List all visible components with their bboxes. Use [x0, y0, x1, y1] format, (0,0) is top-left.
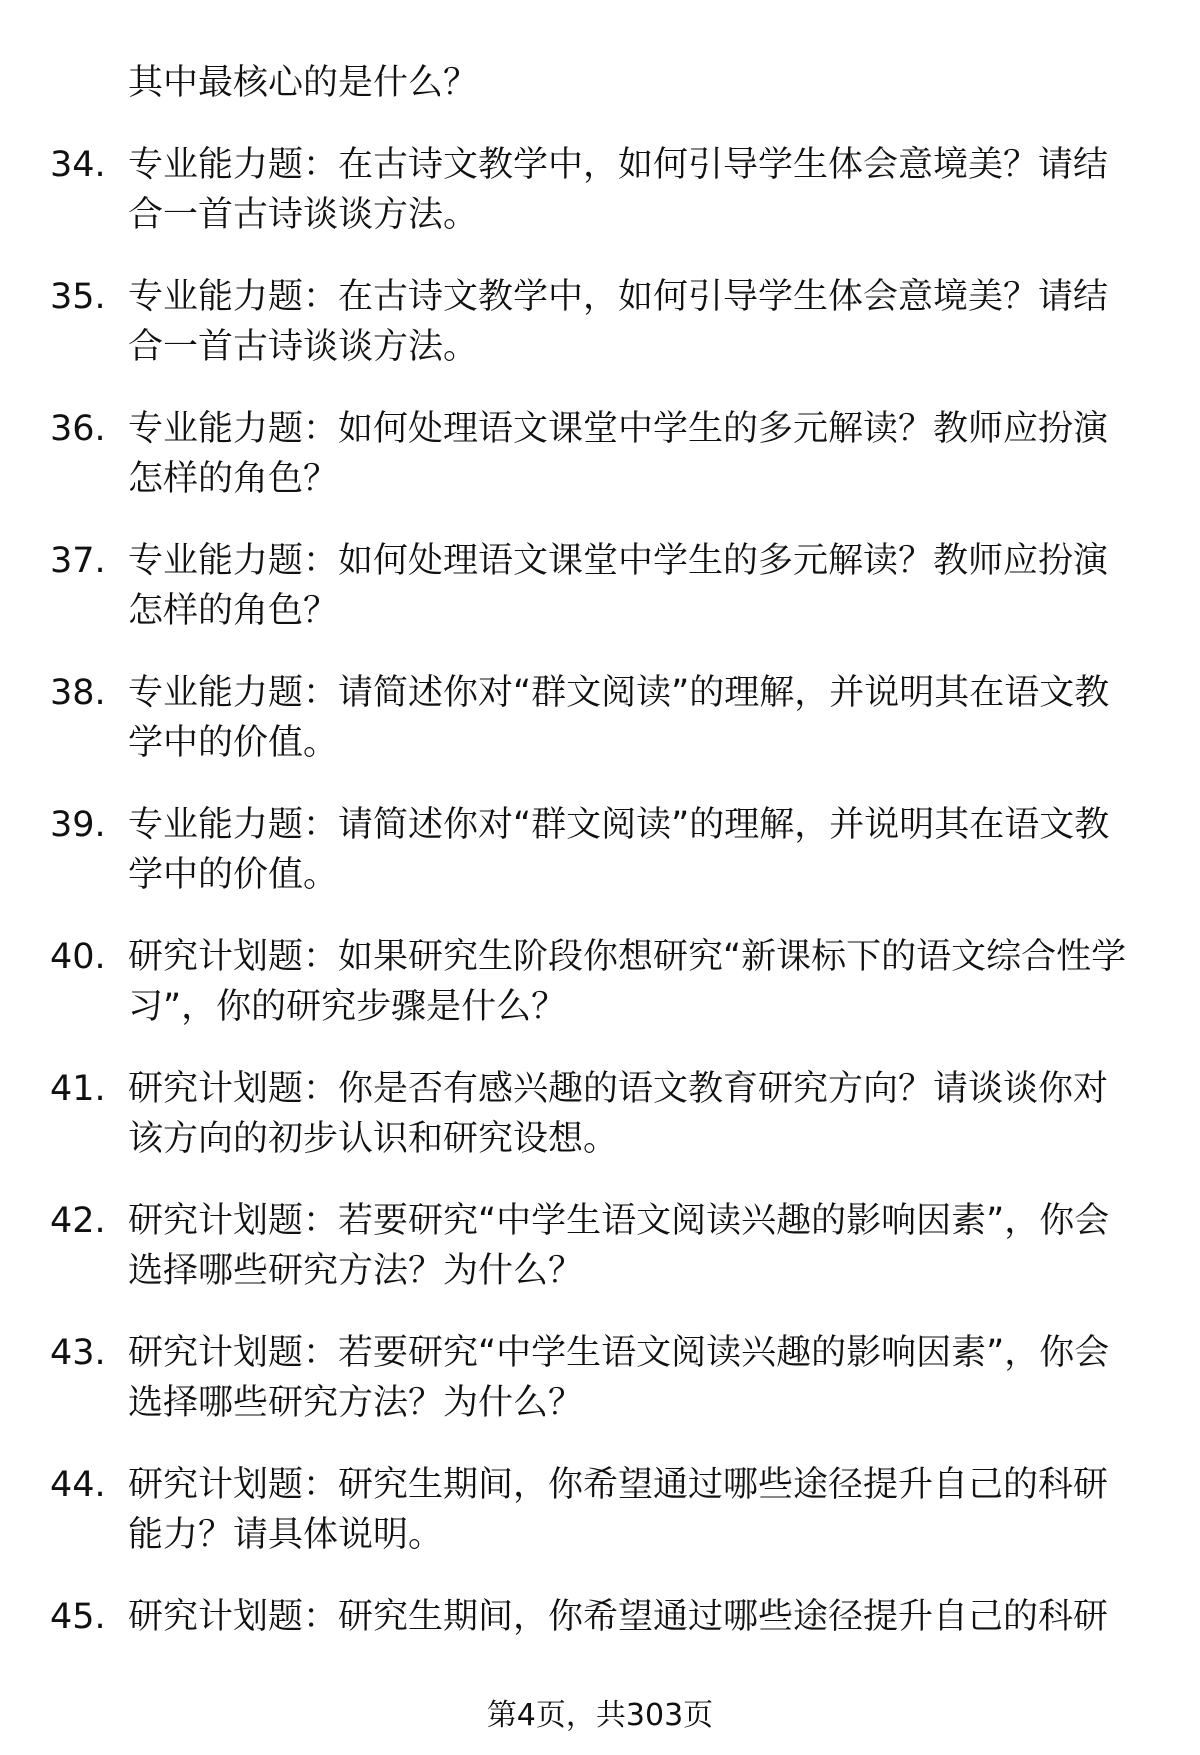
- question-text: 研究计划题：研究生期间，你希望通过哪些途径提升自己的科研能力？请具体说明。: [128, 1465, 1109, 1555]
- list-item: [50, 1460, 1140, 1592]
- question-number: 34.: [50, 145, 106, 185]
- question-text: 专业能力题：如何处理语文课堂中学生的多元解读？教师应扮演怎样的角色？: [128, 409, 1109, 499]
- list-item: [50, 668, 1140, 800]
- list-item: [50, 272, 1140, 404]
- question-number: 44.: [50, 1465, 106, 1505]
- list-item: [50, 1064, 1140, 1196]
- continuation-text: 其中最核心的是什么？: [128, 63, 479, 103]
- page-footer: 第4页，共303页: [486, 1698, 714, 1733]
- question-number: 40.: [50, 937, 106, 977]
- question-number: 43.: [50, 1333, 106, 1373]
- question-text: 研究计划题：你是否有感兴趣的语文教育研究方向？请谈谈你对该方向的初步认识和研究设想。: [128, 1069, 1109, 1159]
- list-item: [50, 404, 1140, 536]
- question-text: 研究计划题：如果研究生阶段你想研究“新课标下的语文综合性学习”，你的研究步骤是什么？: [128, 937, 1127, 1027]
- question-number: 37.: [50, 541, 106, 581]
- question-number: 38.: [50, 673, 106, 713]
- question-text: 专业能力题：在古诗文教学中，如何引导学生体会意境美？请结合一首古诗谈谈方法。: [128, 145, 1109, 235]
- question-text: 专业能力题：在古诗文教学中，如何引导学生体会意境美？请结合一首古诗谈谈方法。: [128, 277, 1109, 367]
- question-number: 39.: [50, 805, 106, 845]
- question-text: 专业能力题：请简述你对“群文阅读”的理解，并说明其在语文教学中的价值。: [128, 673, 1110, 763]
- list-item: [50, 800, 1140, 932]
- question-number: 41.: [50, 1069, 106, 1109]
- list-item: [50, 1328, 1140, 1460]
- question-number: 45.: [50, 1597, 106, 1637]
- question-text: 研究计划题：若要研究“中学生语文阅读兴趣的影响因素”，你会选择哪些研究方法？为什么？: [128, 1201, 1110, 1291]
- list-item: [50, 932, 1140, 1064]
- question-number: 36.: [50, 409, 106, 449]
- question-text: 专业能力题：如何处理语文课堂中学生的多元解读？教师应扮演怎样的角色？: [128, 541, 1109, 631]
- question-number: 42.: [50, 1201, 106, 1241]
- list-item: [50, 140, 1140, 272]
- question-list: [50, 140, 1140, 1724]
- question-text: 研究计划题：若要研究“中学生语文阅读兴趣的影响因素”，你会选择哪些研究方法？为什么？: [128, 1333, 1110, 1423]
- question-text: 研究计划题：研究生期间，你希望通过哪些途径提升自己的科研: [128, 1597, 1109, 1637]
- list-item: [50, 536, 1140, 668]
- list-item: [50, 1196, 1140, 1328]
- question-text: 专业能力题：请简述你对“群文阅读”的理解，并说明其在语文教学中的价值。: [128, 805, 1110, 895]
- question-number: 35.: [50, 277, 106, 317]
